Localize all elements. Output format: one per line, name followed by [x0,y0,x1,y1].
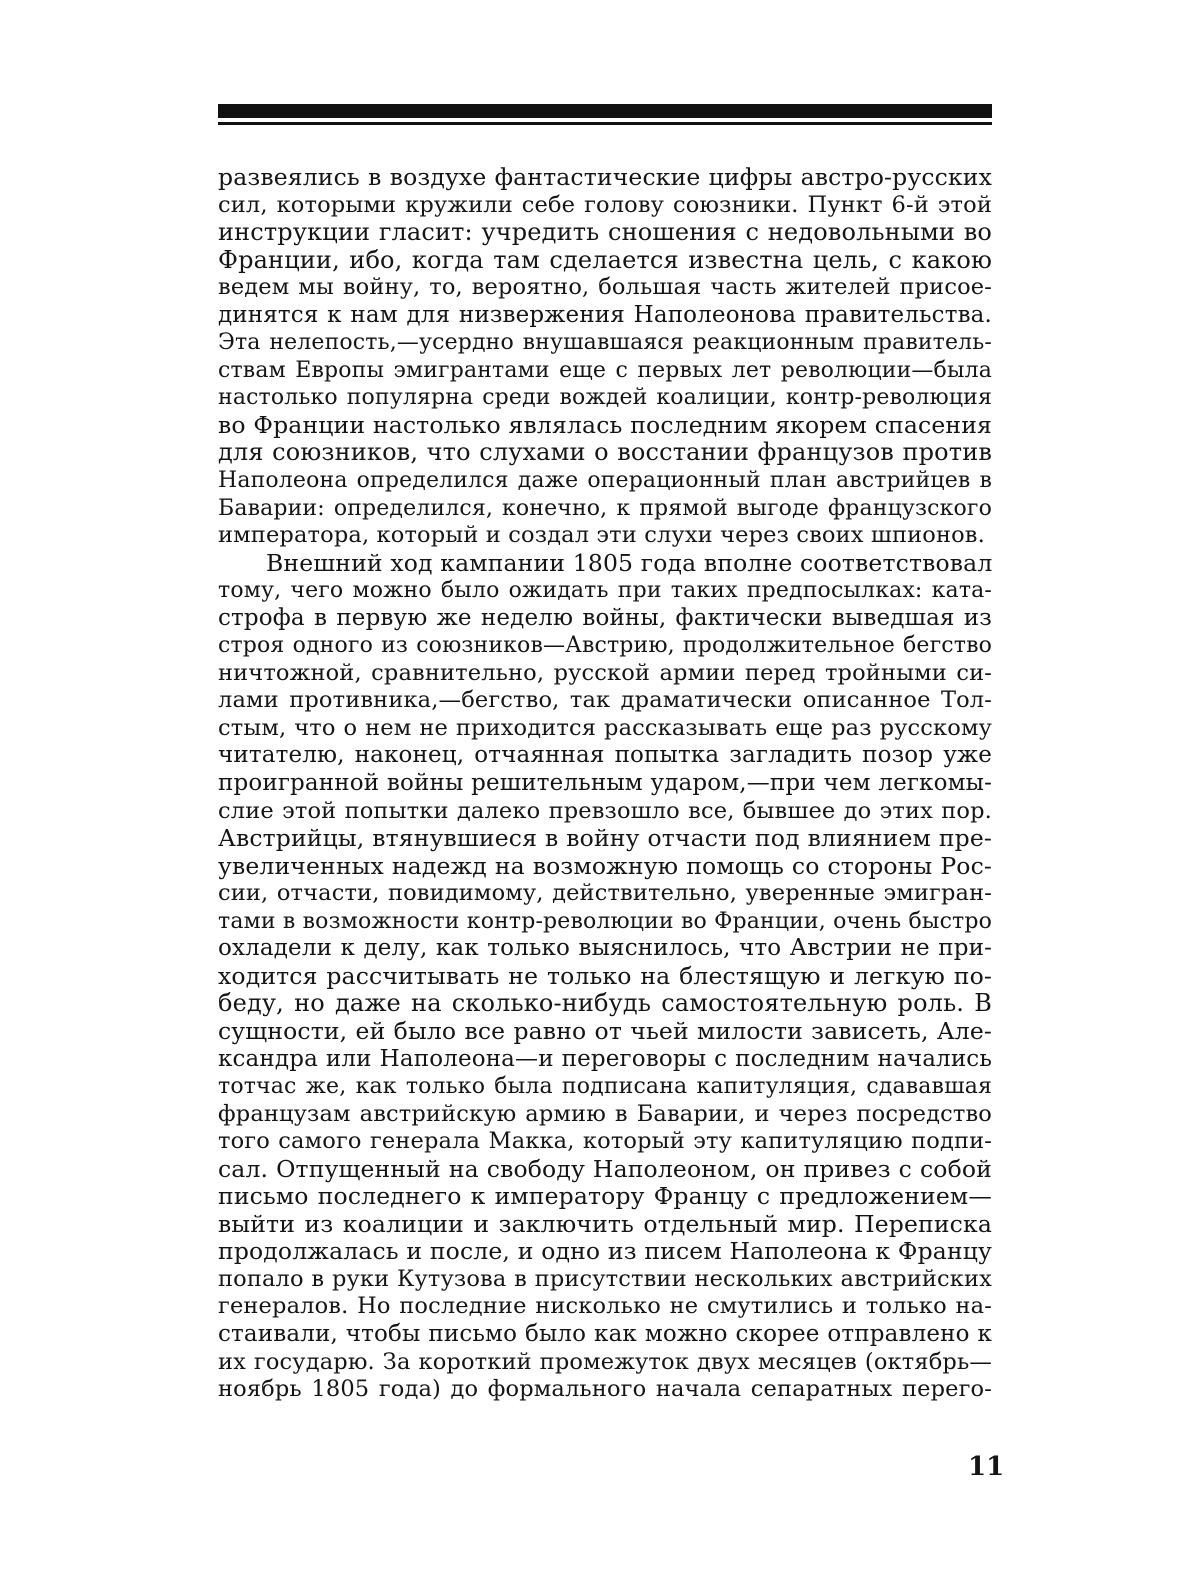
header-rule-thick [218,104,992,118]
text-line: строя одного из союзников—Австрию, продолжительное бегство [218,633,992,659]
text-line: настолько популярна среди вождей коалиции, контр-революция [218,385,992,411]
text-line: Эта нелепость,—усердно внушавшаяся реакционным правитель- [218,330,992,356]
text-line: динятся к нам для низвержения Наполеонова правительства. [218,301,992,328]
text-line: сил, которыми кружили себе голову союзники. Пункт 6-й этой [218,191,992,218]
text-line: тотчас же, как только была подписана капитуляция, сдававшая [218,1074,992,1100]
text-line: продолжалась и после, и одно из писем Наполеона к Францу [218,1238,992,1266]
text-line: для союзников, что слухами о восстании французов против [218,439,992,467]
header-rule [218,104,992,125]
paragraph-first-line: Внешний ход кампании 1805 года вполне соответствовал [266,549,992,577]
body-text [218,164,992,1404]
text-line: ноябрь 1805 года) до формального начала сепаратных перего- [218,1376,992,1403]
text-line: читателю, наконец, отчаянная попытка загладить позор уже [218,742,992,769]
text-line: Баварии: определился, конечно, к прямой выгоде французского [218,495,992,521]
text-line: тами в возможности контр-революции во Франции, очень быстро [218,908,992,934]
text-line: лами противника,—бегство, так драматически описанное Тол- [218,687,992,714]
text-line: сущности, ей было все равно от чьей милости зависеть, Але- [218,1017,992,1045]
text-line: стым, что о нем не приходится рассказывать еще раз русскому [218,714,992,741]
text-line: генералов. Но последние нисколько не смутились и только на- [218,1293,992,1320]
text-line: письмо последнего к императору Францу с предложением— [218,1183,992,1211]
text-line: попало в руки Кутузова в присутствии нескольких австрийских [218,1265,992,1292]
text-line: Австрийцы, втянувшиеся в войну отчасти под влиянием пре- [218,825,992,853]
text-line: французам австрийскую армию в Баварии, и через посредство [218,1100,992,1127]
text-line: во Франции настолько являлась последним якорем спасения [218,411,992,439]
page-number: 11 [968,1452,1005,1482]
text-line: ничтожной, сравнительно, русской армии перед тройными си- [218,659,992,686]
text-line: выйти из коалиции и заключить отдельный мир. Переписка [218,1210,992,1238]
text-line: охладели к делу, как только выяснилось, что Австрии не при- [218,935,992,962]
text-line: увеличенных надежд на возможную помощь со стороны Рос- [218,852,992,880]
text-line: ксандра или Наполеона—и переговоры с последним начались [218,1045,992,1072]
text-line: ствам Европы эмигрантами еще с первых лет революции—была [218,357,992,383]
text-line: инструкции гласит: учредить сношения с недовольными во [218,219,992,247]
text-line: Наполеона определился даже операционный план австрийцев в [218,468,992,494]
text-line: проигранной войны решительным ударом,—при чем легкомы- [218,770,992,797]
text-line: того самого генерала Макка, который эту капитуляцию подпи- [218,1128,992,1155]
text-line: их государю. За короткий промежуток двух месяцев (октябрь— [218,1348,992,1375]
text-line: стаивали, чтобы письмо было как можно скорее отправлено к [218,1320,992,1347]
text-line: тому, чего можно было ожидать при таких предпосылках: ката- [218,578,992,604]
header-rule-thin [218,122,992,125]
text-line: строфа в первую же неделю войны, фактически выведшая из [218,604,992,631]
text-line: ходится рассчитывать не только на блестящую и легкую по- [218,962,992,990]
text-line: сии, отчасти, повидимому, действительно, уверенные эмигран- [218,880,992,907]
text-line: развеялись в воздухе фантастические цифры австро-русских [218,164,992,191]
text-line: слие этой попытки далеко превзошло все, бывшее до этих пор. [218,797,992,824]
text-line: императора, который и создал эти слухи через своих шпионов. [218,522,985,549]
text-line: беду, но даже на сколько-нибудь самостоятельную роль. В [218,990,992,1018]
text-line: сал. Отпущенный на свободу Наполеоном, он привез с собой [218,1155,992,1183]
text-line: Франции, ибо, когда там сделается известна цель, с какою [218,246,992,274]
text-line: ведем мы войну, то, вероятно, большая часть жителей присое- [218,274,992,301]
